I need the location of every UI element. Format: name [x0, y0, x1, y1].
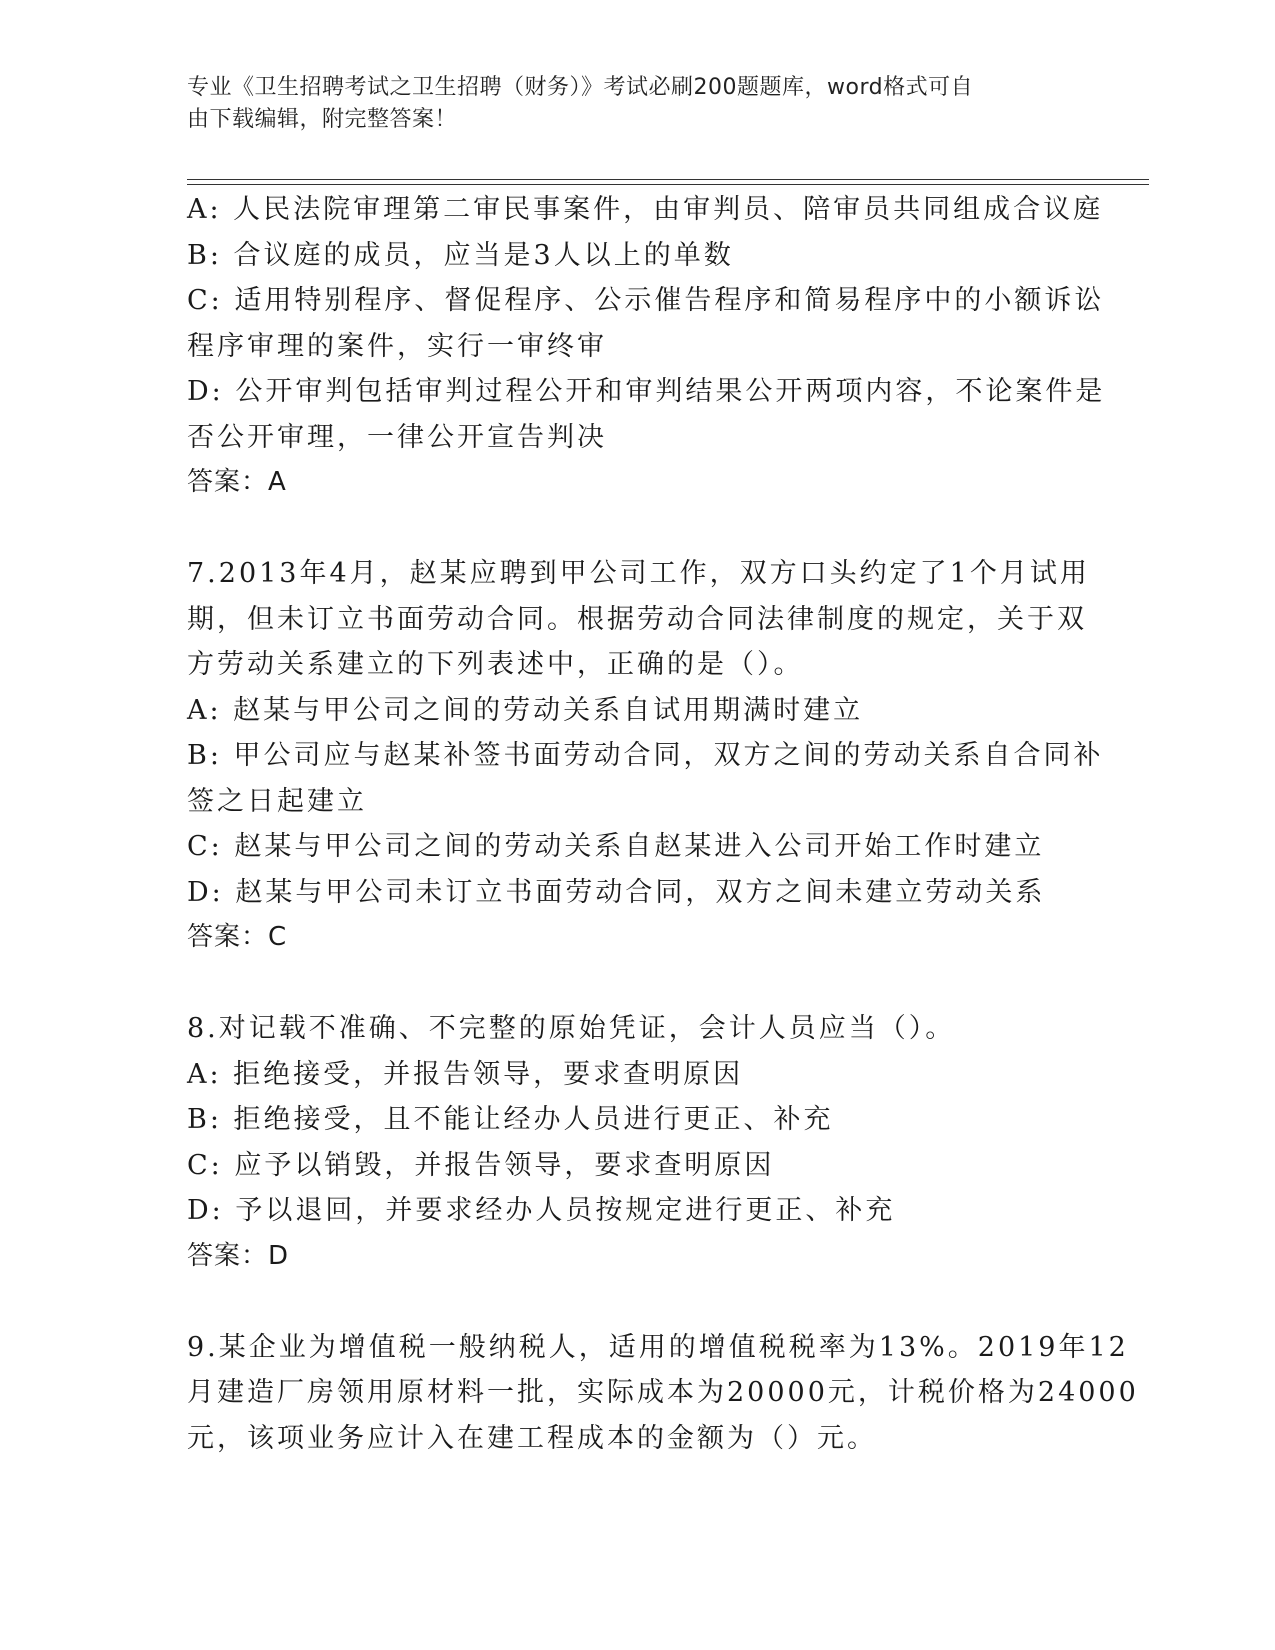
q6-answer: 答案：A — [187, 467, 287, 497]
q6-option-d-line1: D: 公开审判包括审判过程公开和审判结果公开两项内容，不论案件是 — [187, 376, 1106, 407]
header-line-1: 专业《卫生招聘考试之卫生招聘（财务）》考试必刷200题题库，word格式可自 — [187, 75, 974, 100]
q6-option-d-line2: 否公开审理，一律公开宣告判决 — [187, 421, 607, 453]
header-line-2: 由下载编辑，附完整答案！ — [187, 107, 458, 132]
q7-option-d: D: 赵某与甲公司未订立书面劳动合同，双方之间未建立劳动关系 — [187, 876, 1046, 908]
q7-stem-line3: 方劳动关系建立的下列表述中，正确的是（）。 — [187, 649, 804, 680]
q8-option-a: A: 拒绝接受，并报告领导，要求查明原因 — [187, 1058, 744, 1090]
q8-option-d: D: 予以退回，并要求经办人员按规定进行更正、补充 — [187, 1195, 896, 1226]
question-spacer — [187, 506, 1087, 552]
question-spacer — [187, 1279, 1087, 1325]
document-body — [187, 187, 1139, 1461]
question-9 — [187, 1325, 1139, 1462]
q7-answer: 答案：C — [187, 922, 288, 952]
document-header — [187, 72, 1067, 136]
question-6 — [187, 187, 1106, 506]
question-8 — [187, 1006, 1087, 1279]
q9-stem-line2: 月建造厂房领用原材料一批，实际成本为20000元，计税价格为24000 — [187, 1377, 1139, 1408]
q7-option-c: C: 赵某与甲公司之间的劳动关系自赵某进入公司开始工作时建立 — [187, 831, 1045, 862]
q7-stem-line2: 期，但未订立书面劳动合同。根据劳动合同法律制度的规定，关于双 — [187, 603, 1087, 635]
q6-option-c-line2: 程序审理的案件，实行一审终审 — [187, 330, 607, 362]
q6-option-a: A: 人民法院审理第二审民事案件，由审判员、陪审员共同组成合议庭 — [187, 194, 1104, 225]
q8-option-c: C: 应予以销毁，并报告领导，要求查明原因 — [187, 1149, 775, 1181]
question-7 — [187, 551, 1104, 961]
q9-stem-line1: 9.某企业为增值税一般纳税人，适用的增值税税率为13%。2019年12 — [187, 1331, 1129, 1363]
q6-option-b: B: 合议庭的成员，应当是3人以上的单数 — [187, 239, 734, 271]
q9-stem-line3: 元，该项业务应计入在建工程成本的金额为（）元。 — [187, 1422, 877, 1454]
q7-option-a: A: 赵某与甲公司之间的劳动关系自试用期满时建立 — [187, 694, 864, 726]
q8-option-b: B: 拒绝接受，且不能让经办人员进行更正、补充 — [187, 1104, 834, 1135]
question-spacer — [187, 961, 1087, 1007]
header-divider-bottom — [187, 184, 1149, 185]
q7-option-b-line1: B: 甲公司应与赵某补签书面劳动合同，双方之间的劳动关系自合同补 — [187, 740, 1104, 771]
q6-option-c-line1: C: 适用特别程序、督促程序、公示催告程序和简易程序中的小额诉讼 — [187, 285, 1105, 316]
q8-stem: 8.对记载不准确、不完整的原始凭证，会计人员应当（）。 — [187, 1013, 956, 1044]
header-divider-top — [187, 179, 1149, 180]
q7-stem-line1: 7.2013年4月，赵某应聘到甲公司工作，双方口头约定了1个月试用 — [187, 558, 1090, 589]
q8-answer: 答案：D — [187, 1240, 290, 1271]
q7-option-b-line2: 签之日起建立 — [187, 785, 367, 817]
